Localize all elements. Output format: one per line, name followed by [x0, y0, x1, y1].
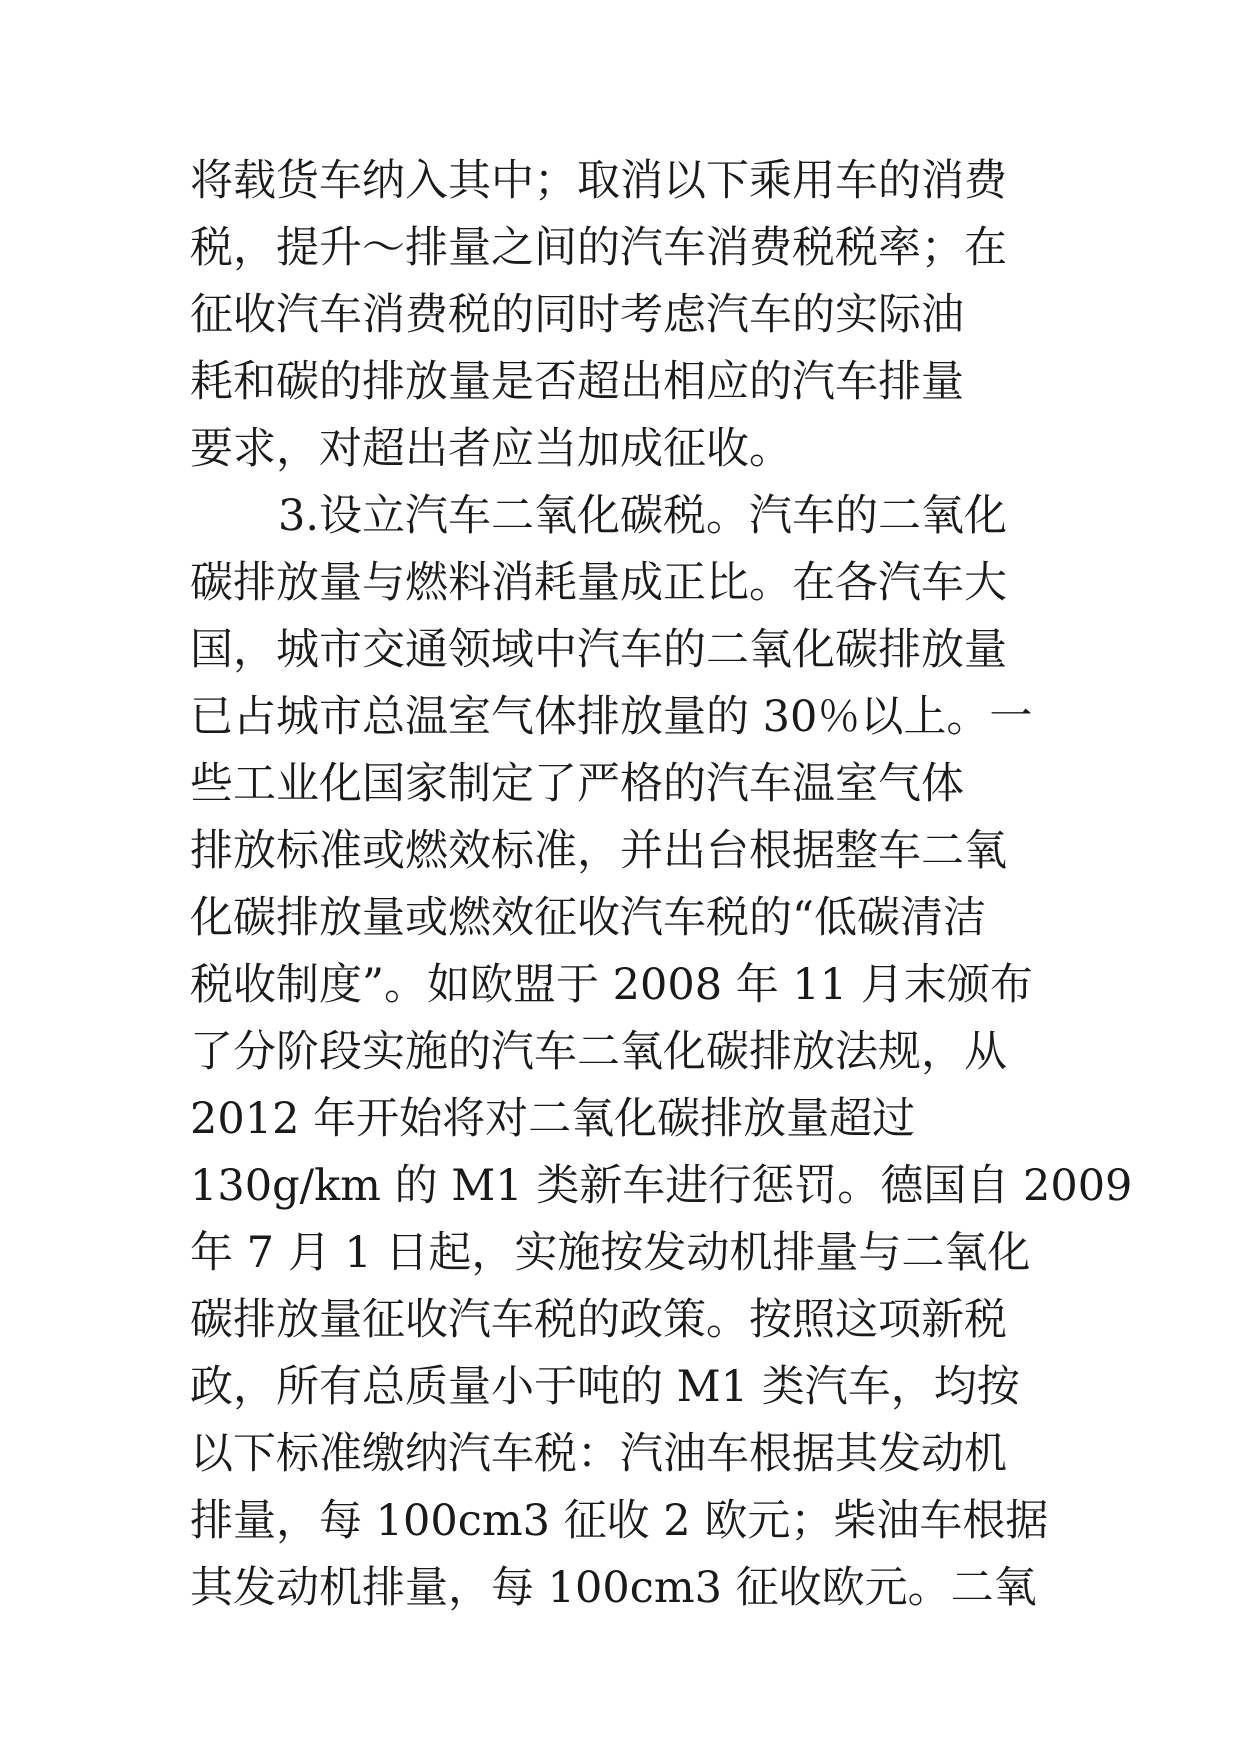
body-text [190, 148, 1133, 1622]
text-line: 以下标准缴纳汽车税：汽油车根据其发动机 [190, 1429, 1007, 1479]
text-line: 130g/km 的 M1 类新车进行惩罚。德国自 2009 [190, 1161, 1133, 1211]
text-line: 征收汽车消费税的同时考虑汽车的实际油 [190, 290, 964, 340]
text-line: 2012 年开始将对二氧化碳排放量超过 [190, 1094, 916, 1144]
text-line: 其发动机排量，每 100cm3 征收欧元。二氧 [190, 1563, 1037, 1613]
text-line: 将载货车纳入其中；取消以下乘用车的消费 [190, 156, 1007, 206]
text-line: 排量，每 100cm3 征收 2 欧元；柴油车根据 [190, 1496, 1049, 1546]
text-line: 化碳排放量或燃效征收汽车税的“低碳清洁 [190, 893, 986, 943]
text-line: 碳排放量征收汽车税的政策。按照这项新税 [190, 1295, 1007, 1345]
text-line: 税，提升～排量之间的汽车消费税税率；在 [190, 223, 1007, 273]
section-3-heading-line: 3.设立汽车二氧化碳税。汽车的二氧化 [278, 491, 1008, 541]
text-line: 耗和碳的排放量是否超出相应的汽车排量 [190, 357, 964, 407]
text-line: 碳排放量与燃料消耗量成正比。在各汽车大 [190, 558, 1007, 608]
text-line: 了分阶段实施的汽车二氧化碳排放法规，从 [190, 1027, 1007, 1077]
text-line: 已占城市总温室气体排放量的 30％以上。一 [190, 692, 1033, 742]
text-line: 排放标准或燃效标准，并出台根据整车二氧 [190, 826, 1007, 876]
text-line: 年 7 月 1 日起，实施按发动机排量与二氧化 [190, 1228, 1031, 1278]
text-line: 国，城市交通领域中汽车的二氧化碳排放量 [190, 625, 1007, 675]
text-line: 些工业化国家制定了严格的汽车温室气体 [190, 759, 964, 809]
text-line: 政，所有总质量小于吨的 M1 类汽车，均按 [190, 1362, 1020, 1412]
text-line: 税收制度”。如欧盟于 2008 年 11 月末颁布 [190, 960, 1033, 1010]
text-line: 要求，对超出者应当加成征收。 [190, 424, 792, 474]
